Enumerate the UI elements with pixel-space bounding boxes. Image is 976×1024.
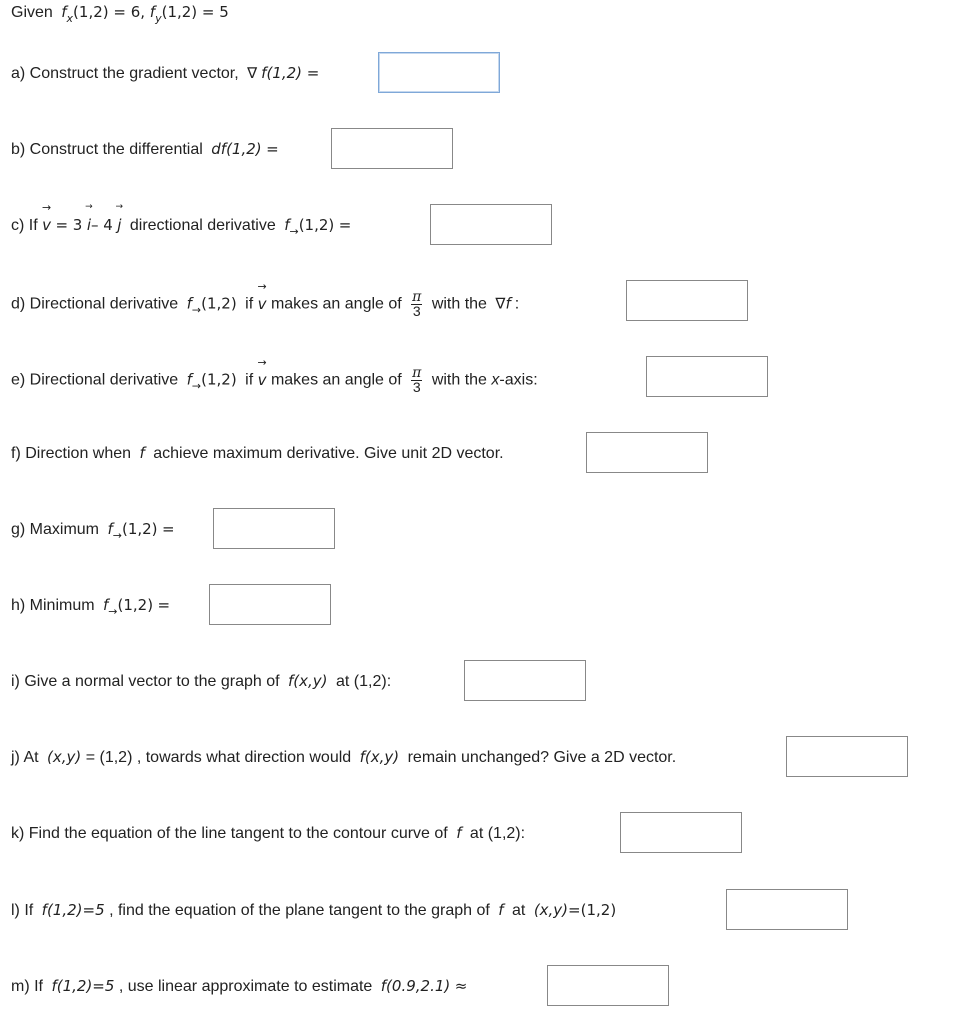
- given-prefix: Given: [11, 4, 53, 21]
- f-symbol: f: [103, 596, 109, 614]
- question-m-expr: f(0.9,2.1): [380, 977, 451, 995]
- f-symbol: f: [456, 824, 462, 842]
- question-m-fval: f(1,2)=5: [51, 977, 115, 995]
- question-c-suffix: =: [338, 216, 352, 234]
- question-l-prefix: l) If: [11, 902, 34, 919]
- f-symbol: f: [186, 294, 192, 313]
- given-f: f: [61, 3, 67, 21]
- given-y: y: [155, 12, 162, 25]
- answer-d-input[interactable]: [626, 280, 748, 321]
- question-c-eq: = 3: [55, 216, 83, 234]
- answer-a-input[interactable]: [378, 52, 500, 93]
- given-line: [11, 2, 229, 29]
- pi-over-3-fraction: $\frac{\pi}{3}$: [412, 289, 422, 319]
- question-l-suffix: =(1,2): [568, 901, 617, 919]
- question-b-text: b) Construct the differential: [11, 141, 203, 158]
- fxy-expr: f(x,y): [288, 672, 328, 690]
- question-c: [11, 201, 352, 242]
- question-d-colon: :: [514, 295, 520, 313]
- at-point: (1,2): [117, 596, 154, 614]
- unit-j: → j: [115, 202, 124, 234]
- question-m-middle: , use linear approximate to estimate: [118, 978, 373, 995]
- vector-v: → v: [41, 201, 52, 234]
- unit-i: → i: [85, 202, 93, 234]
- question-d-with: with the: [431, 295, 487, 313]
- question-e-prefix: e) Directional derivative: [11, 371, 179, 389]
- question-a: [11, 63, 319, 84]
- question-b-suffix: =: [266, 140, 279, 158]
- answer-e-input[interactable]: [646, 356, 768, 397]
- fxy-expr: f(x,y): [359, 748, 400, 766]
- question-c-minus: – 4: [90, 216, 113, 234]
- question-i-suffix: at (1,2):: [336, 673, 392, 690]
- answer-b-input[interactable]: [331, 128, 453, 169]
- subscript-vec-v: →: [191, 379, 202, 393]
- subscript-vec-v: →: [191, 303, 202, 317]
- question-k: [11, 823, 525, 844]
- question-h: [11, 595, 170, 622]
- question-e-angle: makes an angle of: [270, 371, 402, 389]
- question-i: [11, 671, 391, 692]
- question-e-if: if: [245, 371, 254, 389]
- question-e-axis: x: [491, 371, 500, 389]
- question-b: [11, 139, 279, 160]
- answer-m-input[interactable]: [547, 965, 669, 1006]
- question-j-suffix: remain unchanged? Give a 2D vector.: [407, 749, 677, 766]
- question-a-text: a) Construct the gradient vector,: [11, 65, 239, 82]
- answer-h-input[interactable]: [209, 584, 331, 625]
- at-point: (1,2): [201, 370, 237, 389]
- subscript-vec-v: →: [108, 605, 118, 618]
- question-l-xy: (x,y): [533, 901, 569, 919]
- answer-j-input[interactable]: [786, 736, 908, 777]
- question-c-middle: directional derivative: [129, 217, 276, 234]
- nabla-symbol: ∇: [495, 294, 506, 313]
- answer-c-input[interactable]: [430, 204, 552, 245]
- question-j-eq: = (1,2) , towards what direction would: [85, 749, 352, 766]
- f-symbol: f: [107, 520, 113, 538]
- question-j-prefix: j) At: [11, 749, 39, 766]
- vector-v: → v: [257, 279, 267, 313]
- question-d-angle: makes an angle of: [270, 295, 402, 313]
- question-a-suffix: f(1,2) =: [261, 64, 320, 82]
- question-j-xy: (x,y): [47, 748, 82, 766]
- question-g-suffix: =: [161, 520, 175, 538]
- answer-i-input[interactable]: [464, 660, 586, 701]
- vector-v: → v: [257, 355, 267, 389]
- question-j: [11, 747, 676, 768]
- f-symbol: f: [186, 370, 192, 389]
- question-f: [11, 443, 504, 464]
- question-l-at: at: [512, 902, 526, 919]
- question-i-prefix: i) Give a normal vector to the graph of: [11, 673, 280, 690]
- given-f2: f: [149, 3, 156, 21]
- answer-g-input[interactable]: [213, 508, 335, 549]
- approx-symbol: ≈: [454, 977, 468, 995]
- f-symbol: f: [498, 901, 504, 919]
- f-symbol: f: [284, 216, 290, 234]
- given-fy-args: (1,2) = 5: [161, 3, 229, 21]
- question-k-suffix: at (1,2):: [469, 825, 526, 842]
- at-point: (1,2): [121, 520, 158, 538]
- question-h-suffix: =: [157, 596, 171, 614]
- f-symbol: f: [505, 294, 511, 313]
- question-g: [11, 519, 175, 546]
- question-m: [11, 976, 467, 997]
- at-point: (1,2): [298, 216, 335, 234]
- f-symbol: f: [139, 444, 145, 462]
- question-e-axis-suffix: -axis:: [499, 371, 538, 389]
- question-h-prefix: h) Minimum: [11, 597, 95, 614]
- question-g-prefix: g) Maximum: [11, 521, 100, 538]
- question-d: [11, 279, 520, 321]
- question-k-prefix: k) Find the equation of the line tangent to the contour curve of: [11, 825, 448, 842]
- given-x: x: [66, 12, 74, 25]
- subscript-vec-v: →: [289, 225, 299, 238]
- question-e: [11, 355, 538, 397]
- at-point: (1,2): [201, 294, 237, 313]
- question-l: [11, 900, 616, 921]
- nabla-symbol: ∇: [247, 64, 258, 82]
- question-f-suffix: achieve maximum derivative. Give unit 2D vector.: [153, 445, 504, 462]
- question-f-prefix: f) Direction when: [11, 445, 132, 462]
- question-c-prefix: c) If: [11, 217, 38, 234]
- question-b-expr: df(1,2): [211, 140, 262, 158]
- question-m-prefix: m) If: [11, 978, 43, 995]
- answer-k-input[interactable]: [620, 812, 742, 853]
- question-d-if: if: [245, 295, 254, 313]
- answer-f-input[interactable]: [586, 432, 708, 473]
- given-fx-args: (1,2) = 6,: [73, 3, 150, 21]
- question-l-middle: , find the equation of the plane tangent to the graph of: [109, 902, 490, 919]
- question-d-prefix: d) Directional derivative: [11, 295, 179, 313]
- subscript-vec-v: →: [112, 529, 122, 542]
- pi-over-3-fraction: $\frac{\pi}{3}$: [412, 365, 422, 395]
- question-l-fval: f(1,2)=5: [41, 901, 105, 919]
- question-e-with: with the: [431, 371, 487, 389]
- answer-l-input[interactable]: [726, 889, 848, 930]
